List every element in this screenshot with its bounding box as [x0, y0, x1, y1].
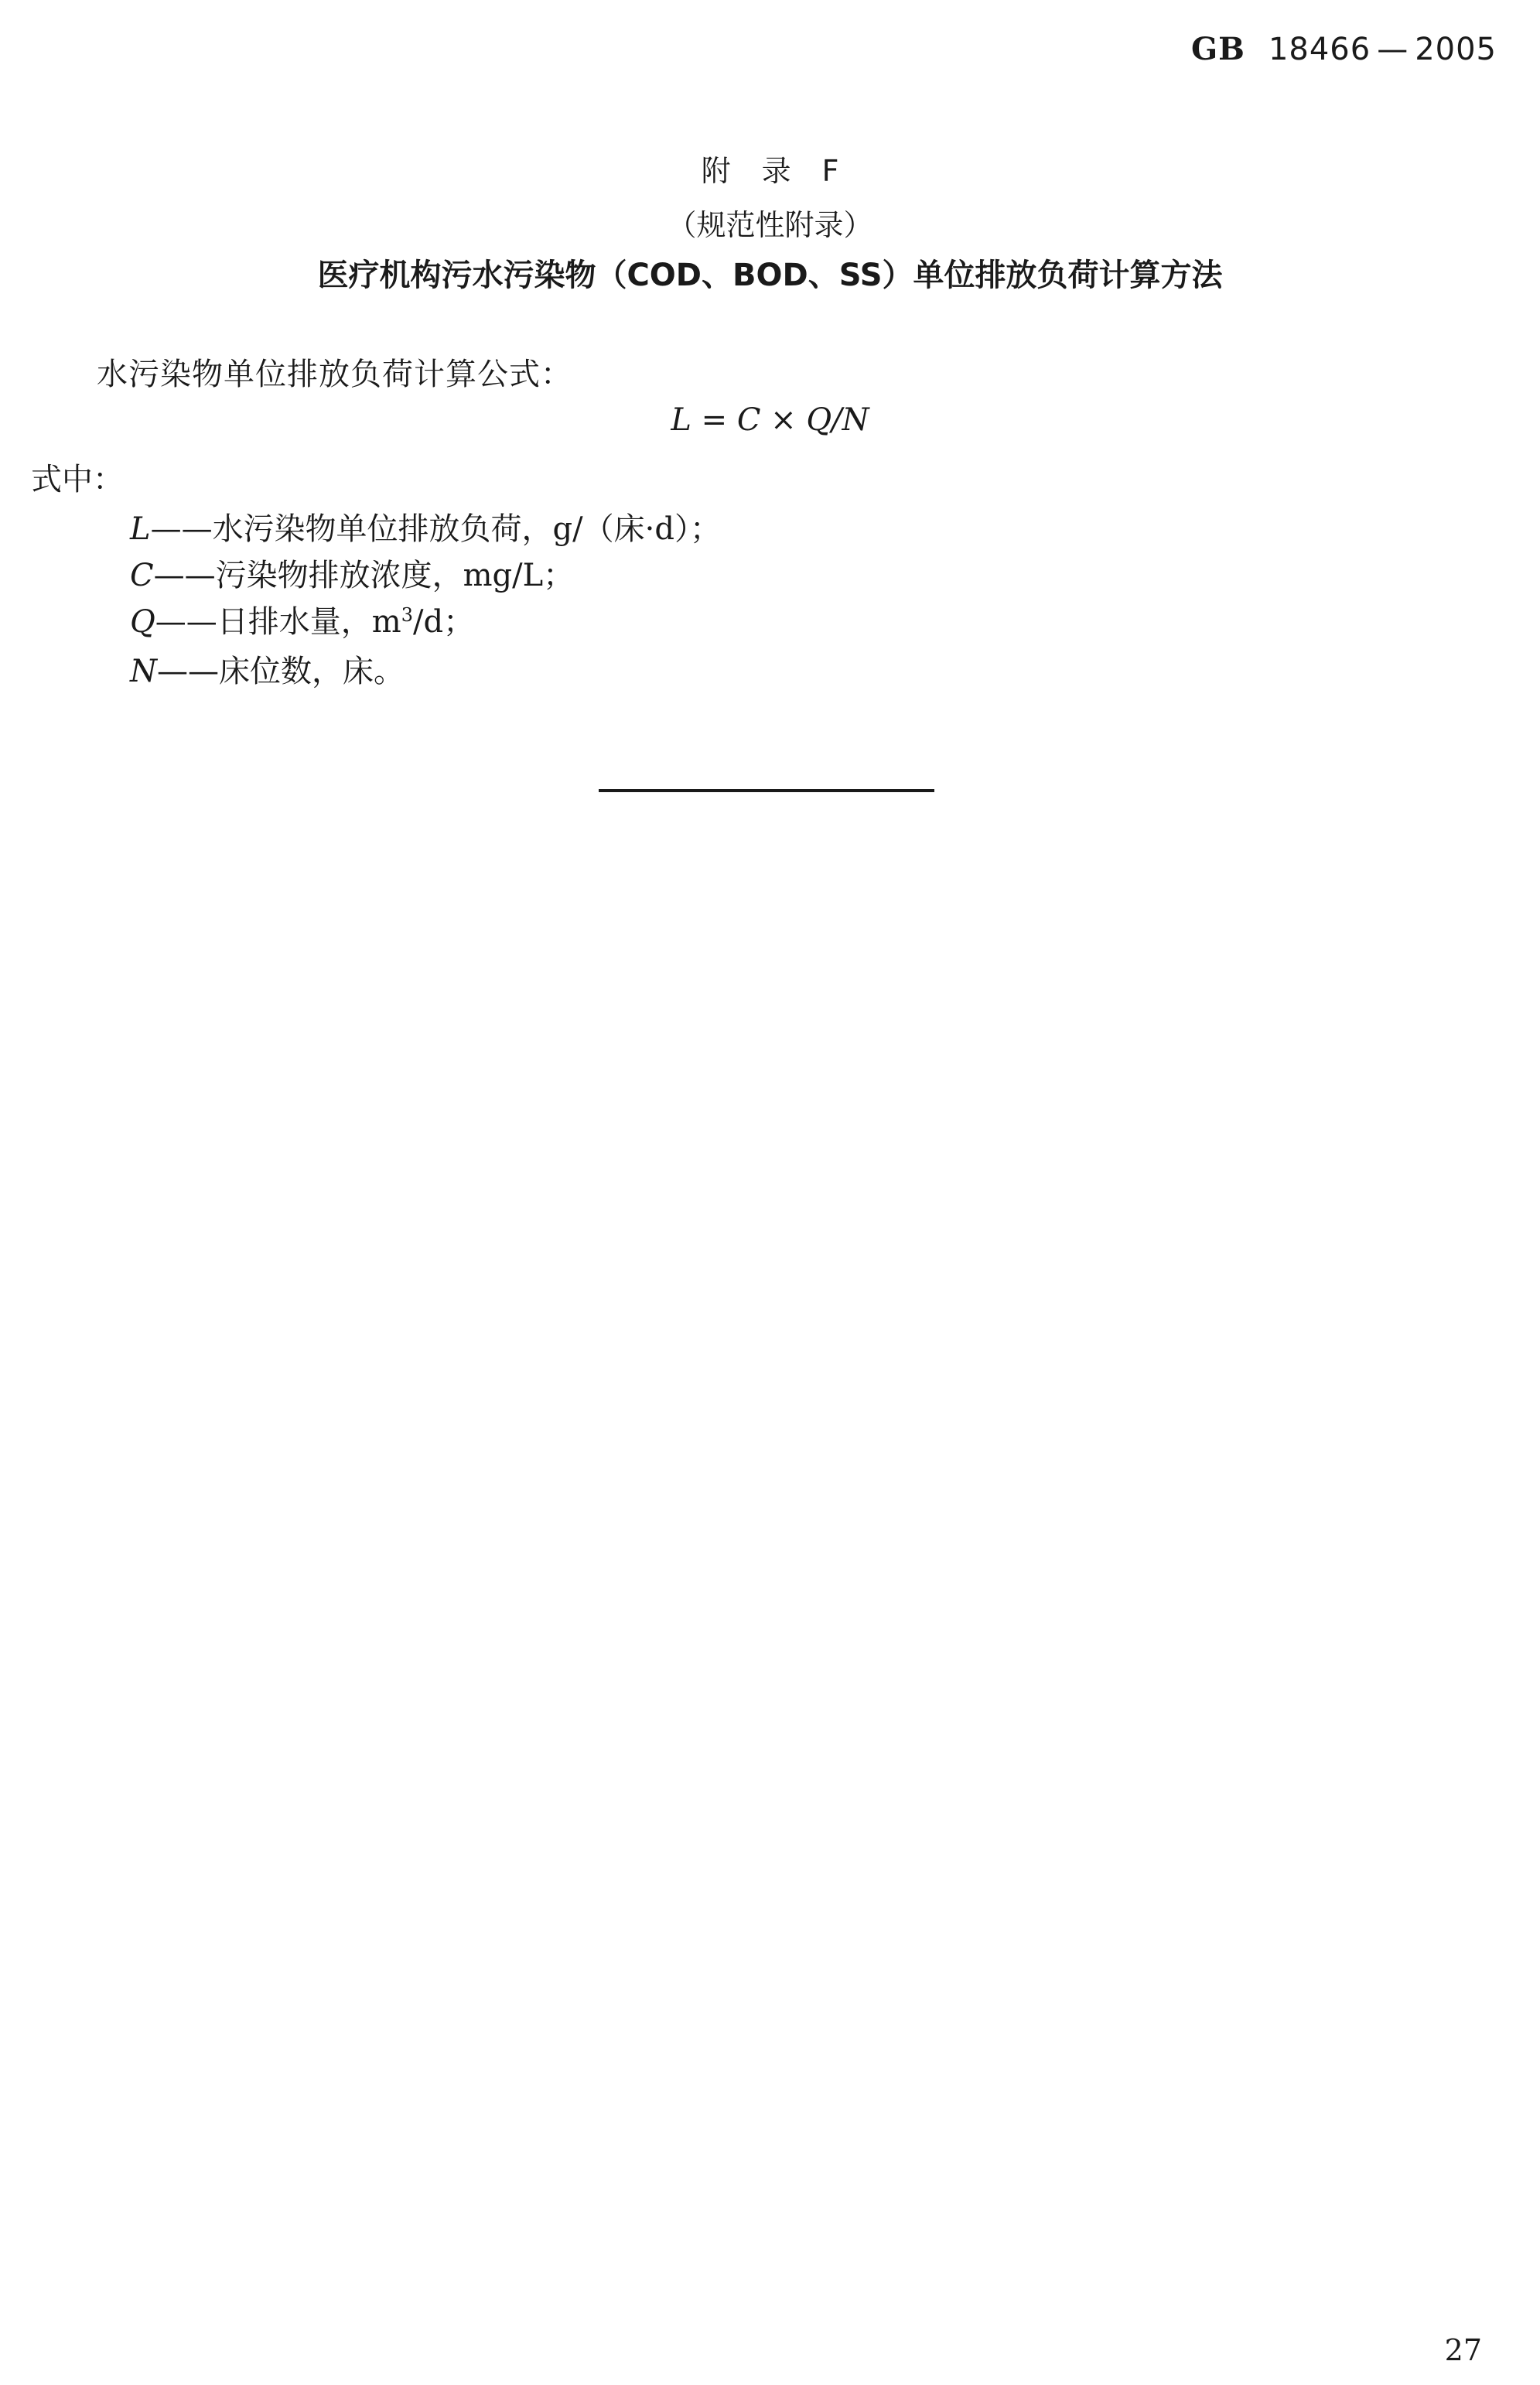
definition-symbol: C — [130, 558, 154, 593]
definition-text: ——日排水量，m — [155, 604, 401, 640]
formula — [0, 402, 1540, 438]
intro-text: 水污染物单位排放负荷计算公式： — [97, 357, 572, 392]
definition-symbol: N — [130, 654, 157, 689]
where-label: 式中： — [31, 462, 124, 497]
formula-equals: = — [701, 402, 728, 438]
standard-prefix: GB — [1190, 31, 1245, 67]
definition-text: ——污染物排放浓度，mg/L； — [153, 558, 575, 593]
appendix-label: 附录F — [701, 154, 870, 188]
definition-symbol: L — [130, 511, 151, 547]
end-rule-divider — [599, 789, 934, 792]
formula-lhs: L — [671, 402, 691, 438]
definition-item — [130, 597, 474, 641]
definition-superscript: 3 — [401, 604, 414, 626]
definition-text-after: /d； — [413, 604, 475, 640]
definition-symbol: Q — [130, 604, 155, 640]
formula-times: × — [770, 402, 797, 438]
definition-item — [130, 504, 721, 548]
standard-year: 2005 — [1415, 32, 1497, 67]
appendix-type: （规范性附录） — [667, 208, 873, 242]
formula-qn: Q/N — [806, 402, 869, 438]
definition-text: ——床位数，床。 — [157, 654, 405, 689]
appendix-title: 医疗机构污水污染物（COD、BOD、SS）单位排放负荷计算方法 — [317, 258, 1223, 293]
definition-item — [130, 551, 574, 595]
header-dash: — — [1377, 32, 1409, 67]
definition-text: ——水污染物单位排放负荷，g/（床·d）； — [150, 511, 721, 547]
definition-item — [130, 647, 405, 691]
page-number: 27 — [1444, 2333, 1482, 2367]
document-header — [1191, 31, 1497, 67]
standard-number: 18466 — [1268, 32, 1371, 67]
formula-c: C — [736, 402, 761, 438]
